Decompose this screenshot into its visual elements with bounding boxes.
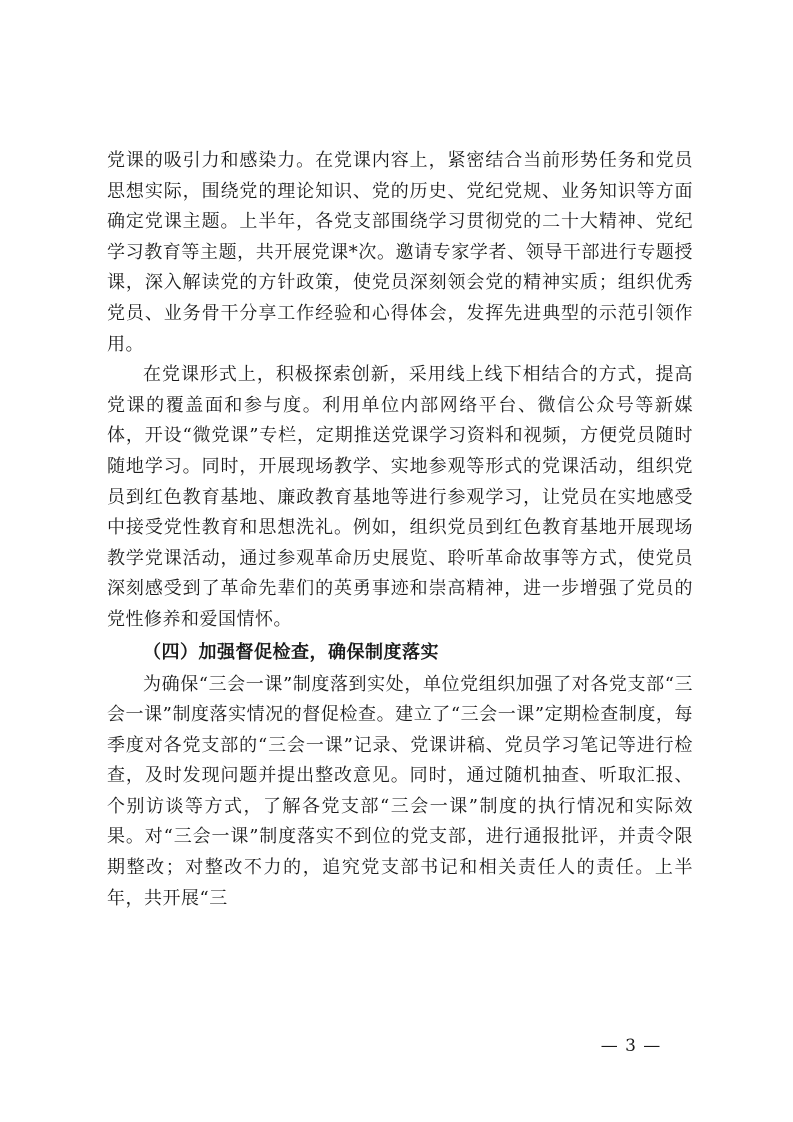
paragraph-party-lecture-format: 在党课形式上，积极探索创新，采用线上线下相结合的方式，提高党课的覆盖面和参与度。利用单位内部网络平台、微信公众号等新媒体，开设“微党课”专栏，定期推送党课学习资料和视频，方便党员随时随地学习。同时，开展现场教学、实地参观等形式的党课活动，组织党员到红色教育基地、廉政教育基地等进行参观学习，让党员在实地感受中接受党性教育和思想洗礼。例如，组织党员到红色教育基地开展现场教学党课活动，通过参观革命历史展览、聆听革命故事等方式，使党员深刻感受到了革命先辈们的英勇事迹和崇高精神，进一步增强了党员的党性修养和爱国情怀。 <box>107 364 693 630</box>
section-heading-supervision: （四）加强督促检查，确保制度落实 <box>143 641 439 663</box>
paragraph-party-lecture-content: 党课的吸引力和感染力。在党课内容上，紧密结合当前形势任务和党员思想实际，围绕党的理论知识、党的历史、党纪党规、业务知识等方面确定党课主题。上半年，各党支部围绕学习贯彻党的二十大精神、党纪学习教育等主题，共开展党课*次。邀请专家学者、领导干部进行专题授课，深入解读党的方针政策，使党员深刻领会党的精神实质；组织优秀党员、业务骨干分享工作经验和心得体会，发挥先进典型的示范引领作用。 <box>107 150 693 355</box>
paragraph-supervision-inspection: 为确保“三会一课”制度落到实处，单位党组织加强了对各党支部“三会一课”制度落实情况的督促检查。建立了“三会一课”定期检查制度，每季度对各党支部的“三会一课”记录、党课讲稿、党员学习笔记等进行检查，及时发现问题并提出整改意见。同时，通过随机抽查、听取汇报、个别访谈等方式，了解各党支部“三会一课”制度的执行情况和实际效果。对“三会一课”制度落实不到位的党支部，进行通报批评，并责令限期整改；对整改不力的，追究党支部书记和相关责任人的责任。上半年，共开展“三 <box>107 673 693 909</box>
document-body <box>107 146 693 914</box>
page-number: — 3 — <box>600 1036 662 1056</box>
